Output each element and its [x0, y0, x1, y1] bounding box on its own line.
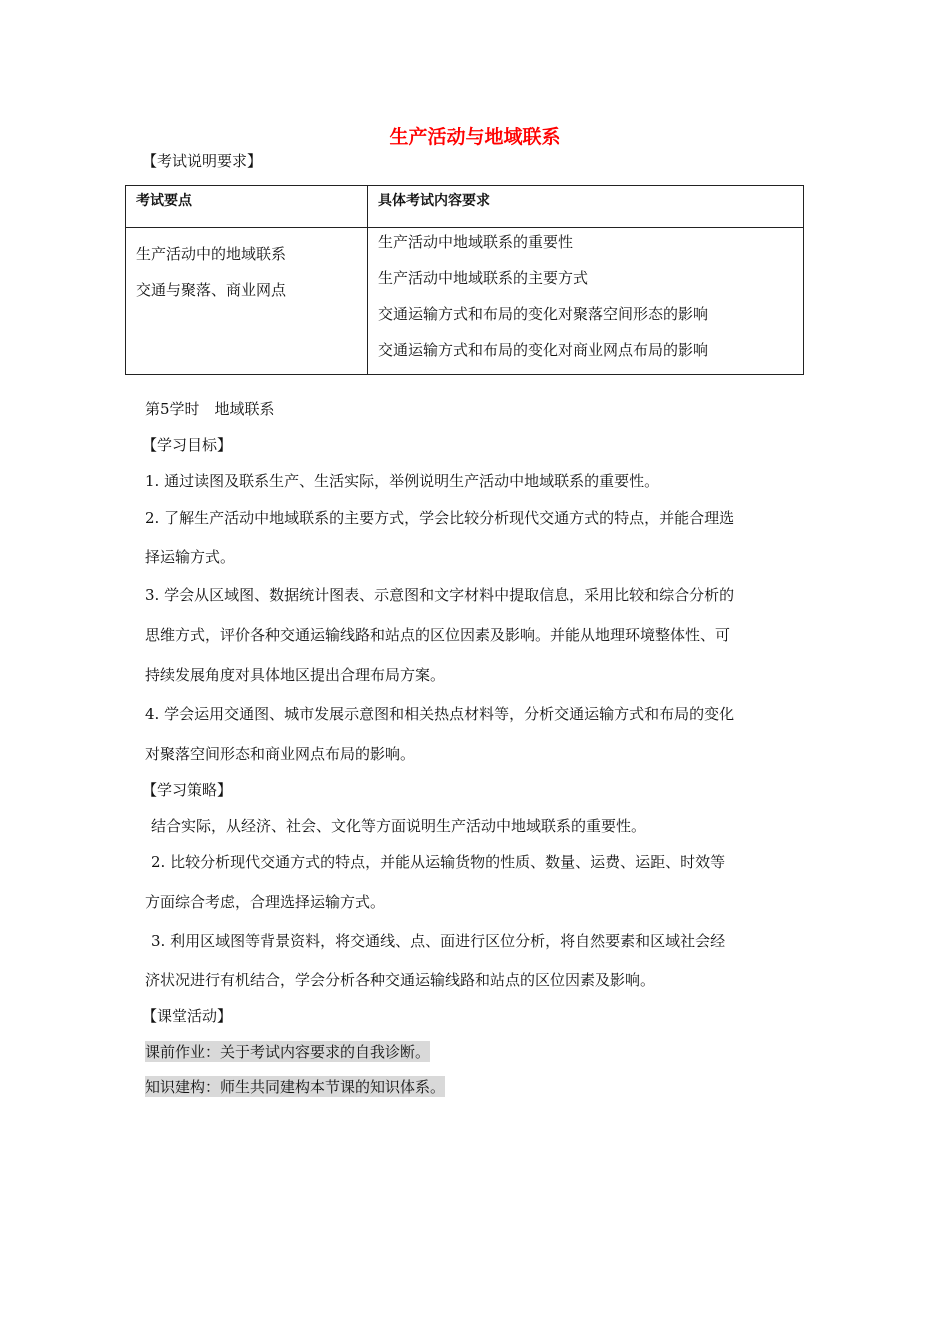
strategy-line: 2. 比较分析现代交通方式的特点，并能从运输货物的性质、数量、运费、运距、时效等 — [151, 853, 726, 871]
goal-line: 择运输方式。 — [145, 548, 236, 566]
strategy-heading: 【学习策略】 — [142, 781, 233, 799]
strategy-line: 结合实际，从经济、社会、文化等方面说明生产活动中地域联系的重要性。 — [151, 817, 647, 835]
goal-line: 对聚落空间形态和商业网点布局的影响。 — [145, 745, 416, 763]
goal-line: 3. 学会从区域图、数据统计图表、示意图和文字材料中提取信息，采用比较和综合分析的 — [145, 586, 735, 604]
key-point-item: 交通与聚落、商业网点 — [136, 281, 287, 299]
strategy-line: 方面综合考虑，合理选择运输方式。 — [145, 893, 386, 911]
strategy-line: 3. 利用区域图等背景资料，将交通线、点、面进行区位分析，将自然要素和区域社会经 — [151, 932, 726, 950]
key-points-cell — [126, 228, 368, 375]
requirement-item: 生产活动中地域联系的主要方式 — [378, 269, 589, 287]
lesson-heading: 第5学时 地域联系 — [145, 400, 275, 418]
goals-heading: 【学习目标】 — [142, 436, 233, 454]
col-header-key-points: 考试要点 — [126, 186, 368, 228]
goal-line: 1. 通过读图及联系生产、生活实际，举例说明生产活动中地域联系的重要性。 — [145, 472, 660, 490]
key-point-item: 生产活动中的地域联系 — [136, 245, 287, 263]
goal-line: 思维方式，评价各种交通运输线路和站点的区位因素及影响。并能从地理环境整体性、可 — [145, 626, 731, 644]
requirement-item: 交通运输方式和布局的变化对商业网点布局的影响 — [378, 341, 709, 359]
activity-heading: 【课堂活动】 — [142, 1007, 233, 1025]
document-title: 生产活动与地域联系 — [389, 126, 561, 148]
table-header-row — [126, 186, 804, 228]
requirements-cell — [368, 228, 804, 375]
col-header-content-requirements: 具体考试内容要求 — [368, 186, 804, 228]
table-row — [126, 228, 804, 375]
goal-line: 2. 了解生产活动中地域联系的主要方式，学会比较分析现代交通方式的特点，并能合理选 — [145, 509, 735, 527]
requirement-item: 生产活动中地域联系的重要性 — [378, 233, 574, 251]
exam-requirements-heading: 【考试说明要求】 — [142, 152, 263, 170]
goal-line: 4. 学会运用交通图、城市发展示意图和相关热点材料等，分析交通运输方式和布局的变化 — [145, 705, 735, 723]
strategy-line: 济状况进行有机结合，学会分析各种交通运输线路和站点的区位因素及影响。 — [145, 971, 656, 989]
activity-line: 课前作业：关于考试内容要求的自我诊断。 — [145, 1043, 431, 1061]
exam-requirements-table — [125, 185, 804, 375]
activity-line: 知识建构：师生共同建构本节课的知识体系。 — [145, 1078, 446, 1096]
goal-line: 持续发展角度对具体地区提出合理布局方案。 — [145, 666, 446, 684]
requirement-item: 交通运输方式和布局的变化对聚落空间形态的影响 — [378, 305, 709, 323]
